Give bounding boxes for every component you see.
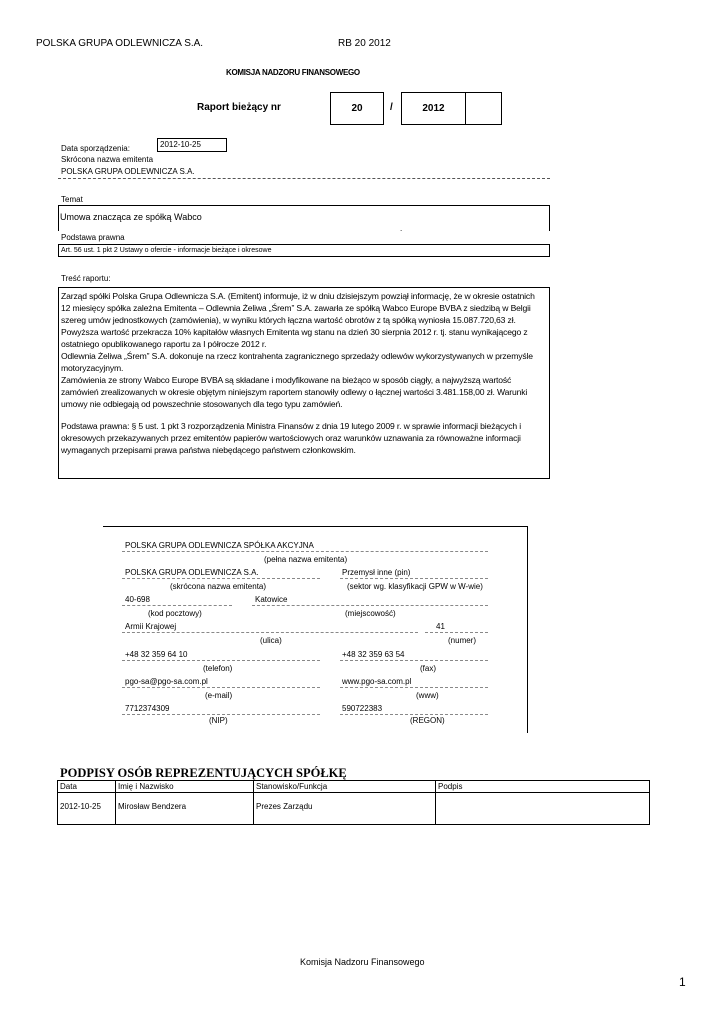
header-report-code: RB 20 2012 — [338, 38, 391, 49]
report-year-box — [401, 92, 466, 125]
short-name-label: Skrócona nazwa emitenta — [61, 155, 154, 164]
dotted-line — [340, 687, 488, 688]
dotted-line — [340, 714, 488, 715]
issuer-regon: 590722383 — [342, 704, 383, 713]
issuer-nip-caption: (NIP) — [209, 716, 228, 725]
short-name-line — [58, 178, 550, 179]
issuer-www-caption: (www) — [416, 691, 439, 700]
issuer-city: Katowice — [255, 595, 288, 604]
header-company: POLSKA GRUPA ODLEWNICZA S.A. — [36, 38, 204, 49]
dotted-line — [122, 714, 320, 715]
report-number: 20 — [351, 103, 363, 114]
dotted-line — [122, 605, 232, 606]
content-label: Treść raportu: — [61, 274, 111, 283]
subject-mark: . — [400, 224, 403, 233]
issuer-right-line — [527, 526, 528, 733]
signatures-table — [57, 780, 650, 825]
issuer-full-name: POLSKA GRUPA ODLEWNICZA SPÓŁKA AKCYJNA — [125, 541, 314, 550]
issuer-sector-caption: (sektor wg. klasyfikacji GPW w W-wie) — [347, 582, 483, 591]
footer-authority: Komisja Nadzoru Finansowego — [300, 957, 425, 967]
issuer-www: www.pgo-sa.com.pl — [342, 677, 412, 686]
dotted-line — [340, 660, 488, 661]
content-paragraph: Podstawa prawna: § 5 ust. 1 pkt 3 rozporządzenia Ministra Finansów z dnia 19 lutego 2009 r. w sprawie informacji bieżących i okresowych przekazywanych przez emitentów papierów wartościowych oraz warunków uznawania za równoważne informacji wymaganych przepisami prawa państwa niebędącego państwem członkowskim. — [61, 421, 522, 455]
date-label: Data sporządzenia: — [61, 144, 130, 153]
col-signature-header: Podpis — [436, 781, 650, 793]
issuer-regon-caption: (REGON) — [410, 716, 445, 725]
dotted-line — [425, 632, 488, 633]
row-signature — [436, 793, 650, 825]
report-extra-box — [465, 92, 502, 125]
content-paragraph: Powyższa wartość przekracza 10% kapitałów własnych Emitenta wg stanu na dzień 30 sierpnia 2012 r. tj. stanu wynikającego z ostatniego opublikowanego raportu za I półrocze 2012 r. — [61, 327, 528, 349]
row-name: Mirosław Bendzera — [116, 793, 254, 825]
issuer-email-caption: (e-mail) — [205, 691, 233, 700]
signatures-title: PODPISY OSÓB REPREZENTUJĄCYCH SPÓŁKĘ — [60, 766, 347, 780]
issuer-city-caption: (miejscowość) — [345, 609, 396, 618]
issuer-number: 41 — [436, 622, 445, 631]
row-date: 2012-10-25 — [58, 793, 116, 825]
content-paragraph: Odlewnia Żeliwa „Śrem” S.A. dokonuje na rzecz kontrahenta zagranicznego sprzedaży odlewów wykorzystywanych w przemyśle motoryzacyjnym. — [61, 351, 533, 373]
issuer-email: pgo-sa@pgo-sa.com.pl — [125, 677, 208, 686]
report-label: Raport bieżący nr — [197, 102, 281, 113]
dotted-line — [122, 687, 320, 688]
dotted-line — [252, 605, 488, 606]
table-row — [58, 793, 650, 825]
issuer-postal-code: 40-698 — [125, 595, 150, 604]
issuer-phone-caption: (telefon) — [203, 664, 233, 673]
content-paragraph: Zamówienia ze strony Wabco Europe BVBA są składane i modyfikowane na bieżąco w sposób ciągły, a najwyższą wartość zamówień zrealizowanych w okresie objętym niniejszym raportem stanowiły odlewy o łącznej wartości 3.481.158,00 zł. Warunki umowy nie odbiegają od powszechnie stosowanych dla tego typu zamówień. — [61, 375, 528, 409]
page-number: 1 — [679, 975, 686, 989]
issuer-number-caption: (numer) — [448, 636, 477, 645]
dotted-line — [122, 551, 488, 552]
issuer-phone: +48 32 359 64 10 — [125, 650, 188, 659]
dotted-line — [122, 660, 320, 661]
col-position-header: Stanowisko/Funkcja — [254, 781, 436, 793]
date-value: 2012-10-25 — [157, 138, 227, 152]
short-name-value: POLSKA GRUPA ODLEWNICZA S.A. — [61, 167, 195, 176]
issuer-fax-caption: (fax) — [420, 664, 436, 673]
issuer-sector: Przemysł inne (pin) — [342, 568, 411, 577]
issuer-street-caption: (ulica) — [260, 636, 282, 645]
issuer-street: Armii Krajowej — [125, 622, 177, 631]
content-paragraph: Zarząd spółki Polska Grupa Odlewnicza S.A. (Emitent) informuje, iż w dniu dzisiejszym powziął informację, że w okresie ostatnich 12 miesięcy spółka zależna Emitenta – Odlewnia Żeliwa „Śrem” S.A. zawarła ze spółką Wabco Europe BVBA z siedzibą w Belgii szereg umów jednostkowych (zamówienia), w wyniku których łączna wartość obrotów z tą spółką wyniosła 15.087.720,63 zł. — [61, 291, 535, 325]
legal-label: Podstawa prawna — [61, 233, 125, 242]
issuer-top-line — [103, 526, 527, 527]
col-date-header: Data — [58, 781, 116, 793]
issuer-short-name-caption: (skrócona nazwa emitenta) — [170, 582, 267, 591]
report-number-box — [330, 92, 384, 125]
issuer-full-name-caption: (pełna nazwa emitenta) — [264, 555, 348, 564]
dotted-line — [122, 632, 418, 633]
subject-top-line — [58, 205, 550, 206]
legal-value: Art. 56 ust. 1 pkt 2 Ustawy o ofercie - informacje bieżące i okresowe — [58, 244, 550, 257]
subject-value: Umowa znacząca ze spółką Wabco — [60, 212, 202, 222]
dotted-line — [122, 578, 320, 579]
report-content — [58, 287, 550, 479]
subject-left-border — [58, 205, 59, 231]
report-year: 2012 — [422, 103, 445, 114]
issuer-postal-caption: (kod pocztowy) — [148, 609, 202, 618]
issuer-nip: 7712374309 — [125, 704, 170, 713]
dotted-line — [340, 578, 488, 579]
issuer-fax: +48 32 359 63 54 — [342, 650, 405, 659]
subject-right-border — [549, 205, 550, 231]
row-position: Prezes Zarządu — [254, 793, 436, 825]
subject-label: Temat — [61, 195, 83, 204]
report-slash: / — [390, 102, 393, 113]
header-authority: KOMISJA NADZORU FINANSOWEGO — [226, 68, 360, 77]
col-name-header: Imię i Nazwisko — [116, 781, 254, 793]
issuer-short-name: POLSKA GRUPA ODLEWNICZA S.A. — [125, 568, 259, 577]
